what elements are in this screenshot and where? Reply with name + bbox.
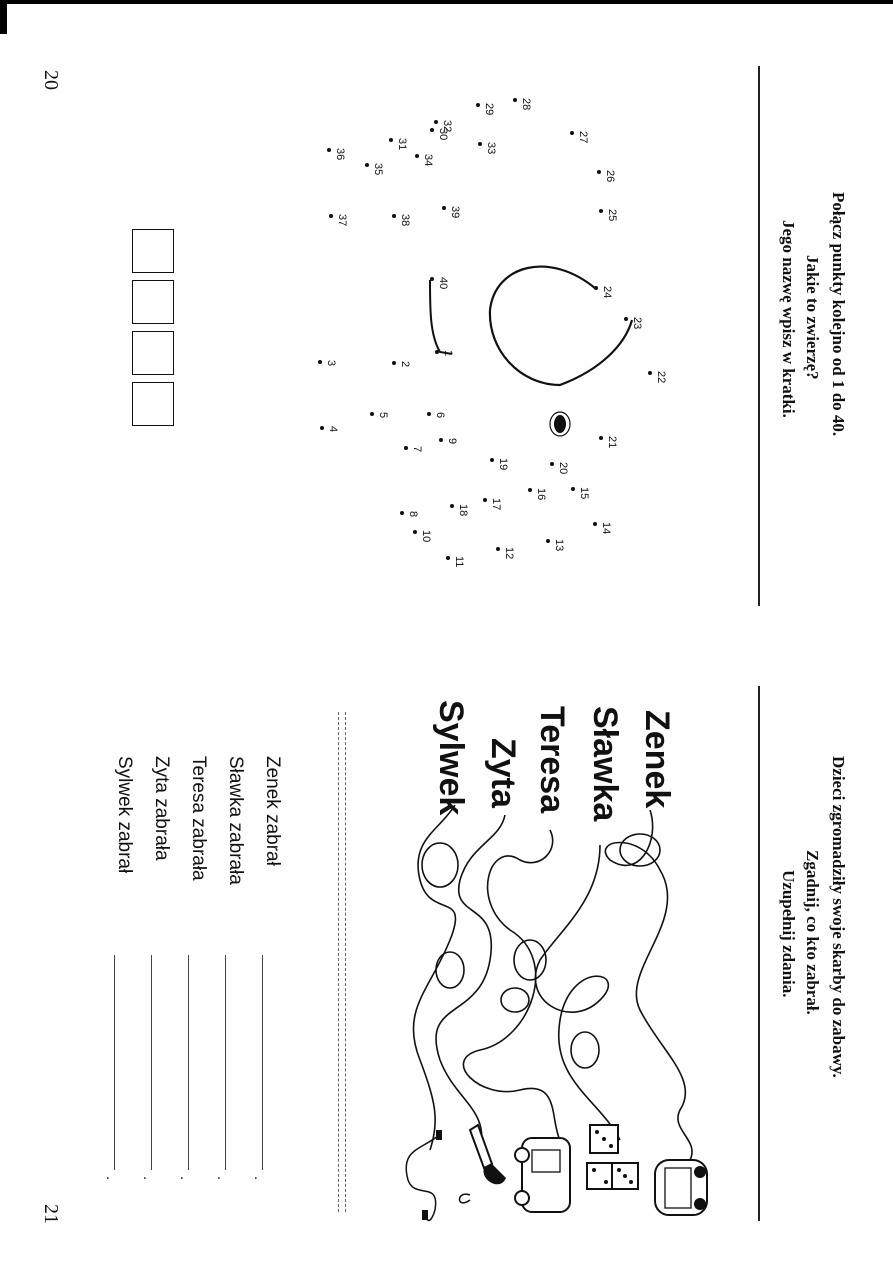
dot-number-label: 5: [377, 412, 389, 419]
sentence-end-teresa: .: [177, 1176, 194, 1181]
answer-line-zyta[interactable]: [151, 955, 152, 1170]
toy-car-icon: [515, 1138, 570, 1212]
sentence-sylwek: Sylwek zabrał: [114, 756, 135, 874]
toy-bus-icon: [655, 1160, 707, 1215]
dice-icon: [587, 1125, 638, 1189]
dot-number-label: 20: [557, 462, 569, 475]
dot-number-label: 6: [434, 412, 446, 419]
maze-path-sylwek: [413, 805, 455, 1150]
dot-number-label: 29: [483, 103, 495, 116]
maze-name-zyta: Zyta: [484, 738, 522, 808]
dot-number-label: 14: [600, 522, 612, 535]
dot-number-label: 1: [442, 350, 454, 357]
dot-number-label: 34: [422, 154, 434, 167]
dot-number-label: 22: [655, 371, 667, 384]
sentence-zenek: Zenek zabrał: [262, 756, 283, 866]
dashed-separator: [338, 712, 346, 1212]
dot-number-label: 17: [490, 498, 502, 511]
dot-number-label: 19: [497, 458, 509, 471]
jump-rope-icon: [406, 1130, 442, 1220]
maze-path-zenek: [605, 810, 692, 1160]
maze-loop-3: [514, 940, 546, 980]
answer-line-sylwek[interactable]: [114, 955, 115, 1170]
dot-number-label: 26: [604, 170, 616, 183]
dots-instruction-line-3: Jego nazwę wpisz w kratki.: [779, 220, 798, 418]
sentence-end-zyta: .: [140, 1176, 157, 1181]
dot-number-label: 31: [396, 138, 408, 151]
dot-number-label: 11: [453, 556, 465, 568]
sentence-slawka: Sławka zabrała: [225, 756, 246, 885]
dot-number-label: 33: [485, 142, 497, 155]
maze-name-sylwek: Sylwek: [432, 700, 470, 816]
dot-number-label: 10: [420, 530, 432, 543]
dot-number-label: 38: [399, 214, 411, 227]
dot-number-label: 23: [631, 317, 643, 330]
dots-instruction-line-2: Jakie to zwierzę?: [803, 255, 822, 380]
sentence-end-sylwek: .: [103, 1176, 120, 1181]
dot-number-label: 40: [437, 277, 449, 290]
maze-name-slawka: Sławka: [586, 706, 624, 822]
maze-path-zyta: [436, 815, 505, 1150]
maze-loop-5: [436, 952, 464, 988]
maze-loop-1: [422, 843, 458, 887]
sentence-teresa: Teresa zabrała: [188, 756, 209, 881]
dot-number-label: 28: [520, 98, 532, 111]
maze-instruction-line-2: Zgadnij, co kto zabrał.: [803, 850, 822, 1015]
sentence-end-slawka: .: [214, 1176, 231, 1181]
maze-loop-4: [571, 1032, 599, 1068]
dot-number-label: 27: [577, 131, 589, 144]
dot-number-label: 35: [372, 163, 384, 176]
answer-line-slawka[interactable]: [225, 955, 226, 1170]
sentence-zyta: Zyta zabrała: [151, 756, 172, 861]
dot-number-label: 7: [411, 446, 423, 453]
sentence-end-zenek: .: [251, 1176, 268, 1181]
page-number-right: 21: [40, 1204, 62, 1224]
dot-number-label: 3: [325, 360, 337, 367]
maze-instruction-line-3: Uzupełnij zdania.: [779, 870, 798, 998]
answer-line-zenek[interactable]: [262, 955, 263, 1170]
dot-number-label: 2: [399, 361, 411, 368]
dot-number-label: 39: [449, 206, 461, 219]
maze-instruction-line-1: Dzieci zgromadziły swoje skarby do zabawy.: [829, 756, 848, 1078]
answer-line-teresa[interactable]: [188, 955, 189, 1170]
dot-number-label: 18: [457, 504, 469, 517]
dot-number-label: 16: [535, 488, 547, 501]
dot-number-label: 9: [446, 438, 458, 445]
dot-number-label: 30: [437, 128, 449, 141]
dot-number-label: 24: [601, 286, 613, 299]
dot-number-label: 15: [578, 487, 590, 500]
maze-path-teresa: [463, 830, 560, 1140]
maze-loop-2: [620, 834, 660, 866]
dot-number-label: 36: [334, 148, 346, 161]
dot-number-label: 37: [336, 214, 348, 227]
maze-name-teresa: Teresa: [533, 706, 571, 814]
dots-instruction-line-1: Połącz punkty kolejno od 1 do 40.: [829, 192, 848, 437]
dot-number-label: 4: [327, 426, 339, 433]
maze-loop-6: [501, 988, 529, 1012]
page-number-left: 20: [40, 70, 62, 90]
dot-number-label: 12: [503, 547, 515, 560]
dot-number-label: 21: [606, 436, 618, 449]
shovel-icon: [460, 1125, 507, 1203]
dot-number-label: 13: [553, 539, 565, 552]
dot-number-label: 32: [441, 120, 453, 133]
dot-number-label: 8: [407, 511, 419, 518]
maze-name-zenek: Zenek: [638, 710, 676, 809]
dot-number-label: 25: [606, 209, 618, 222]
